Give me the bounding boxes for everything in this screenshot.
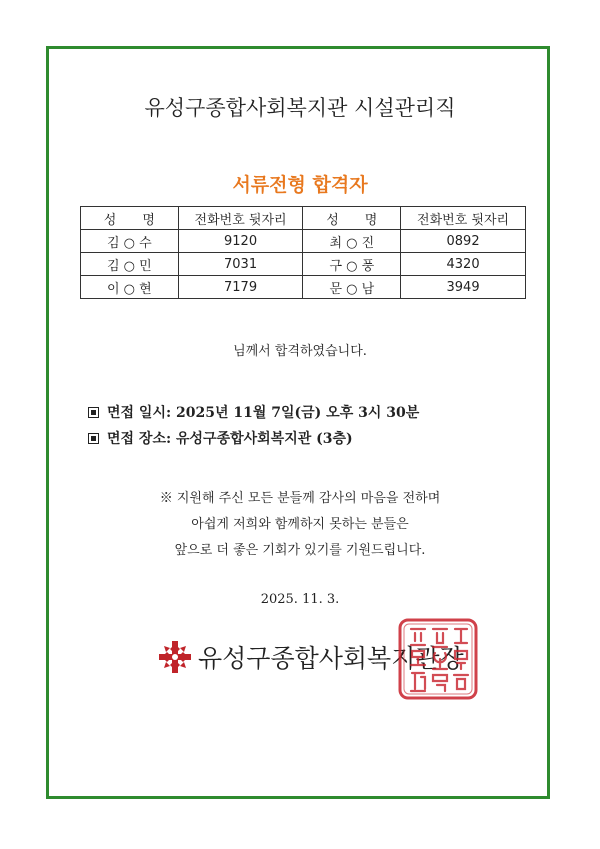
- caritas-cross-logo: [158, 640, 192, 674]
- candidate-phone: 7031: [178, 253, 303, 276]
- candidate-name: 구 ○ 풍: [303, 253, 401, 276]
- interview-info: [88, 400, 419, 452]
- issue-date: 2025. 11. 3.: [260, 592, 340, 607]
- organization-name: 유성구종합사회복지관장: [198, 644, 464, 673]
- official-seal-stamp: [397, 617, 479, 701]
- candidate-name: 문 ○ 남: [303, 276, 401, 299]
- header-name-2: 성 명: [303, 207, 401, 230]
- candidate-name: 최 ○ 진: [303, 230, 401, 253]
- candidate-phone: 3949: [401, 276, 526, 299]
- candidate-name: 김 ○ 민: [81, 253, 179, 276]
- interview-datetime-row: [88, 400, 419, 426]
- document-subtitle: 서류전형 합격자: [232, 174, 368, 196]
- candidate-name: 김 ○ 수: [81, 230, 179, 253]
- table-row: [81, 276, 526, 299]
- interview-place-row: [88, 426, 419, 452]
- candidate-phone: 4320: [401, 253, 526, 276]
- closing-message: [0, 486, 600, 564]
- interview-place: 면접 장소: 유성구종합사회복지관 (3층): [107, 431, 353, 447]
- header-phone-2: 전화번호 뒷자리: [401, 207, 526, 230]
- closing-line: 아쉽게 저희와 함께하지 못하는 분들은: [191, 517, 409, 532]
- pass-notice: 님께서 합격하였습니다.: [233, 344, 367, 359]
- square-bullet-icon: [88, 433, 99, 444]
- header-name-1: 성 명: [81, 207, 179, 230]
- candidate-phone: 0892: [401, 230, 526, 253]
- closing-line: ※ 지원해 주신 모든 분들께 감사의 마음을 전하며: [159, 491, 441, 506]
- result-table: [80, 206, 526, 299]
- square-bullet-icon: [88, 407, 99, 418]
- table-header-row: [81, 207, 526, 230]
- interview-datetime: 면접 일시: 2025년 11월 7일(금) 오후 3시 30분: [107, 405, 420, 421]
- candidate-phone: 9120: [178, 230, 303, 253]
- table-row: [81, 253, 526, 276]
- candidate-name: 이 ○ 현: [81, 276, 179, 299]
- table-row: [81, 230, 526, 253]
- candidate-phone: 7179: [178, 276, 303, 299]
- header-phone-1: 전화번호 뒷자리: [178, 207, 303, 230]
- document-title: 유성구종합사회복지관 시설관리직: [144, 96, 456, 120]
- closing-line: 앞으로 더 좋은 기회가 있기를 기원드립니다.: [174, 543, 426, 558]
